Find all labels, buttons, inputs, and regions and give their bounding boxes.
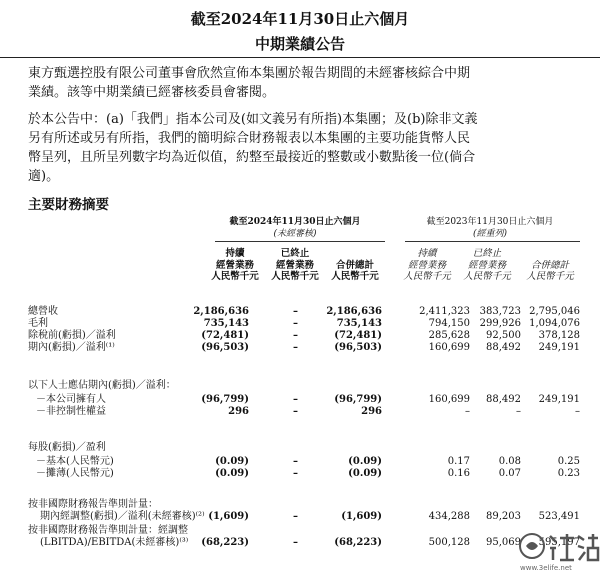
row-label: －基本(人民幣元)	[36, 456, 114, 467]
table-row	[0, 406, 600, 418]
table-cell: 249,191	[538, 394, 580, 405]
column-header-line: 經營業務	[467, 259, 506, 271]
document-title-period: 截至2024年11月30日止六個月	[190, 10, 410, 28]
table-cell: 92,500	[486, 330, 521, 341]
column-header	[263, 248, 327, 283]
document-title: 中期業績公告	[254, 35, 345, 53]
table-cell: –	[293, 342, 298, 353]
table-cell: (68,223)	[334, 537, 382, 548]
table-cell: –	[465, 406, 470, 417]
column-header-line	[518, 248, 582, 260]
column-header-line: 人民幣千元	[526, 271, 574, 282]
row-label: －本公司擁有人	[36, 394, 106, 405]
group-header-current-sub: (未經審核)	[273, 229, 317, 239]
table-cell: 88,492	[486, 342, 521, 353]
table-cell: (0.09)	[348, 456, 382, 467]
table-cell: 0.08	[498, 456, 521, 467]
row-label: 總營收	[28, 306, 58, 317]
row-label: 按非國際財務報告準則計量：經調整	[28, 525, 188, 536]
table-row	[0, 442, 600, 454]
table-cell: 1,094,076	[529, 318, 580, 329]
table-row	[0, 511, 600, 523]
table-row	[0, 318, 600, 330]
table-cell: –	[293, 468, 298, 479]
table-cell: (72,481)	[201, 330, 249, 341]
table-cell: 794,150	[428, 318, 470, 329]
table-cell: 383,723	[479, 306, 521, 317]
column-header	[518, 248, 582, 283]
table-row	[0, 499, 600, 511]
column-header	[323, 248, 387, 283]
table-cell: –	[293, 406, 298, 417]
table-cell: 0.17	[447, 456, 470, 467]
table-cell: (72,481)	[334, 330, 382, 341]
notes-line: 另有所述或另有所指，我們的簡明綜合財務報表以本集團的主要功能貨幣人民	[28, 131, 471, 146]
table-row	[0, 525, 600, 537]
group-header-prev-title: 截至2023年11月30日止六個月	[426, 217, 554, 227]
table-row	[0, 394, 600, 406]
table-cell: (0.09)	[215, 456, 249, 467]
column-header-line: 持續	[225, 248, 245, 259]
table-cell: 523,491	[538, 511, 580, 522]
intro-line: 業績。該等中期業績已經審核委員會審閱。	[28, 85, 276, 100]
table-cell: 0.07	[498, 468, 521, 479]
table-cell: 299,926	[479, 318, 521, 329]
table-cell: –	[293, 456, 298, 467]
table-cell: (1,609)	[208, 511, 249, 522]
table-row	[0, 468, 600, 480]
column-header-line: 經營業務	[275, 259, 314, 271]
column-header-line: 已終止	[280, 248, 310, 259]
group-header-prev	[400, 216, 580, 240]
section-title: 主要財務摘要	[28, 197, 109, 213]
group-underline-prev	[405, 241, 580, 242]
column-header-line: 人民幣千元	[331, 271, 379, 282]
table-row	[0, 537, 600, 549]
row-label: 以下人士應佔期內(虧損)／溢利：	[28, 380, 176, 391]
table-cell: 735,143	[336, 318, 382, 329]
notes-paragraph	[28, 110, 580, 186]
table-cell: 2,186,636	[193, 306, 249, 317]
table-row	[0, 330, 600, 342]
table-cell: 160,699	[428, 342, 470, 353]
intro-paragraph	[28, 64, 580, 102]
table-cell: –	[293, 330, 298, 341]
site-watermark-logo	[516, 526, 600, 573]
row-label: (LBITDA)/EBITDA(未經審核)⁽³⁾	[40, 537, 189, 548]
table-cell: (0.09)	[348, 468, 382, 479]
table-header	[0, 216, 600, 296]
table-cell: (0.09)	[215, 468, 249, 479]
table-cell: –	[293, 394, 298, 405]
table-cell: 0.16	[447, 468, 470, 479]
table-cell: –	[293, 511, 298, 522]
notes-line: 於本公告中：(a)「我們」指本公司及(如文義另有所指)本集團；及(b)除非文義	[28, 112, 478, 127]
table-cell: 2,186,636	[326, 306, 382, 317]
table-cell: 296	[361, 406, 382, 417]
table-cell: 434,288	[428, 511, 470, 522]
table-cell: (96,799)	[334, 394, 382, 405]
group-header-current	[205, 216, 385, 240]
column-header	[203, 248, 267, 283]
table-cell: (1,609)	[341, 511, 382, 522]
table-cell: 95,069	[486, 537, 521, 548]
row-label: 按非國際財務報告準則計量：	[28, 499, 158, 510]
column-header-line	[323, 248, 387, 260]
row-label: －攤薄(人民幣元)	[36, 468, 114, 479]
row-label: 每股(虧損)／盈利	[28, 442, 106, 453]
notes-line: 適)。	[28, 169, 60, 184]
column-header-line: 人民幣千元	[211, 271, 259, 282]
table-cell: 0.23	[557, 468, 580, 479]
notes-line: 幣呈列，且所呈列數字均為近似值，約整至最接近的整數或小數點後一位(倘合	[28, 150, 476, 165]
table-cell: (96,503)	[334, 342, 382, 353]
table-row	[0, 456, 600, 468]
column-header-line: 人民幣千元	[271, 271, 319, 282]
row-label: 期內經調整(虧損)／溢利(未經審核)⁽²⁾	[40, 511, 205, 522]
table-cell: 88,492	[486, 394, 521, 405]
table-cell: 285,628	[428, 330, 470, 341]
table-cell: 249,191	[538, 342, 580, 353]
table-cell: 0.25	[557, 456, 580, 467]
column-header-line: 經營業務	[407, 259, 446, 271]
table-cell: –	[293, 318, 298, 329]
intro-line: 東方甄選控股有限公司董事會欣然宣佈本集團於報告期間的未經審核綜合中期	[28, 66, 471, 81]
table-cell: (96,799)	[201, 394, 249, 405]
table-cell: 378,128	[538, 330, 580, 341]
table-row	[0, 342, 600, 354]
group-underline-current	[215, 241, 385, 242]
table-cell: 296	[228, 406, 249, 417]
column-header-line: 人民幣千元	[403, 271, 451, 282]
table-cell: 89,203	[486, 511, 521, 522]
column-header	[455, 248, 519, 283]
table-cell: 595,197	[538, 537, 580, 548]
table-cell: (68,223)	[201, 537, 249, 548]
title-divider	[0, 57, 600, 58]
table-cell: 735,143	[203, 318, 249, 329]
column-header-line: 合併總計	[530, 259, 569, 271]
row-label: 期內(虧損)／溢利⁽¹⁾	[28, 342, 115, 353]
column-header-line: 經營業務	[215, 259, 254, 271]
table-cell: 2,411,323	[419, 306, 470, 317]
column-header-line: 持續	[417, 248, 437, 259]
column-header-line: 人民幣千元	[463, 271, 511, 282]
table-cell: 500,128	[428, 537, 470, 548]
table-cell: 2,795,046	[529, 306, 580, 317]
table-cell: –	[575, 406, 580, 417]
group-header-prev-sub: (經重列)	[472, 229, 508, 239]
table-row	[0, 306, 600, 318]
group-header-current-title: 截至2024年11月30日止六個月	[229, 217, 361, 227]
column-header-line: 已終止	[472, 248, 502, 259]
table-cell: –	[516, 406, 521, 417]
column-header	[395, 248, 459, 283]
table-cell: –	[293, 306, 298, 317]
table-row	[0, 380, 600, 392]
column-header-line: 合併總計	[335, 259, 374, 271]
row-label: －非控制性權益	[36, 406, 106, 417]
table-cell: (96,503)	[201, 342, 249, 353]
table-cell: –	[293, 537, 298, 548]
row-label: 毛利	[28, 318, 48, 329]
site-watermark-url: www.3elife.net	[520, 564, 572, 572]
row-label: 除稅前(虧損)／溢利	[28, 330, 116, 341]
table-cell: 160,699	[428, 394, 470, 405]
